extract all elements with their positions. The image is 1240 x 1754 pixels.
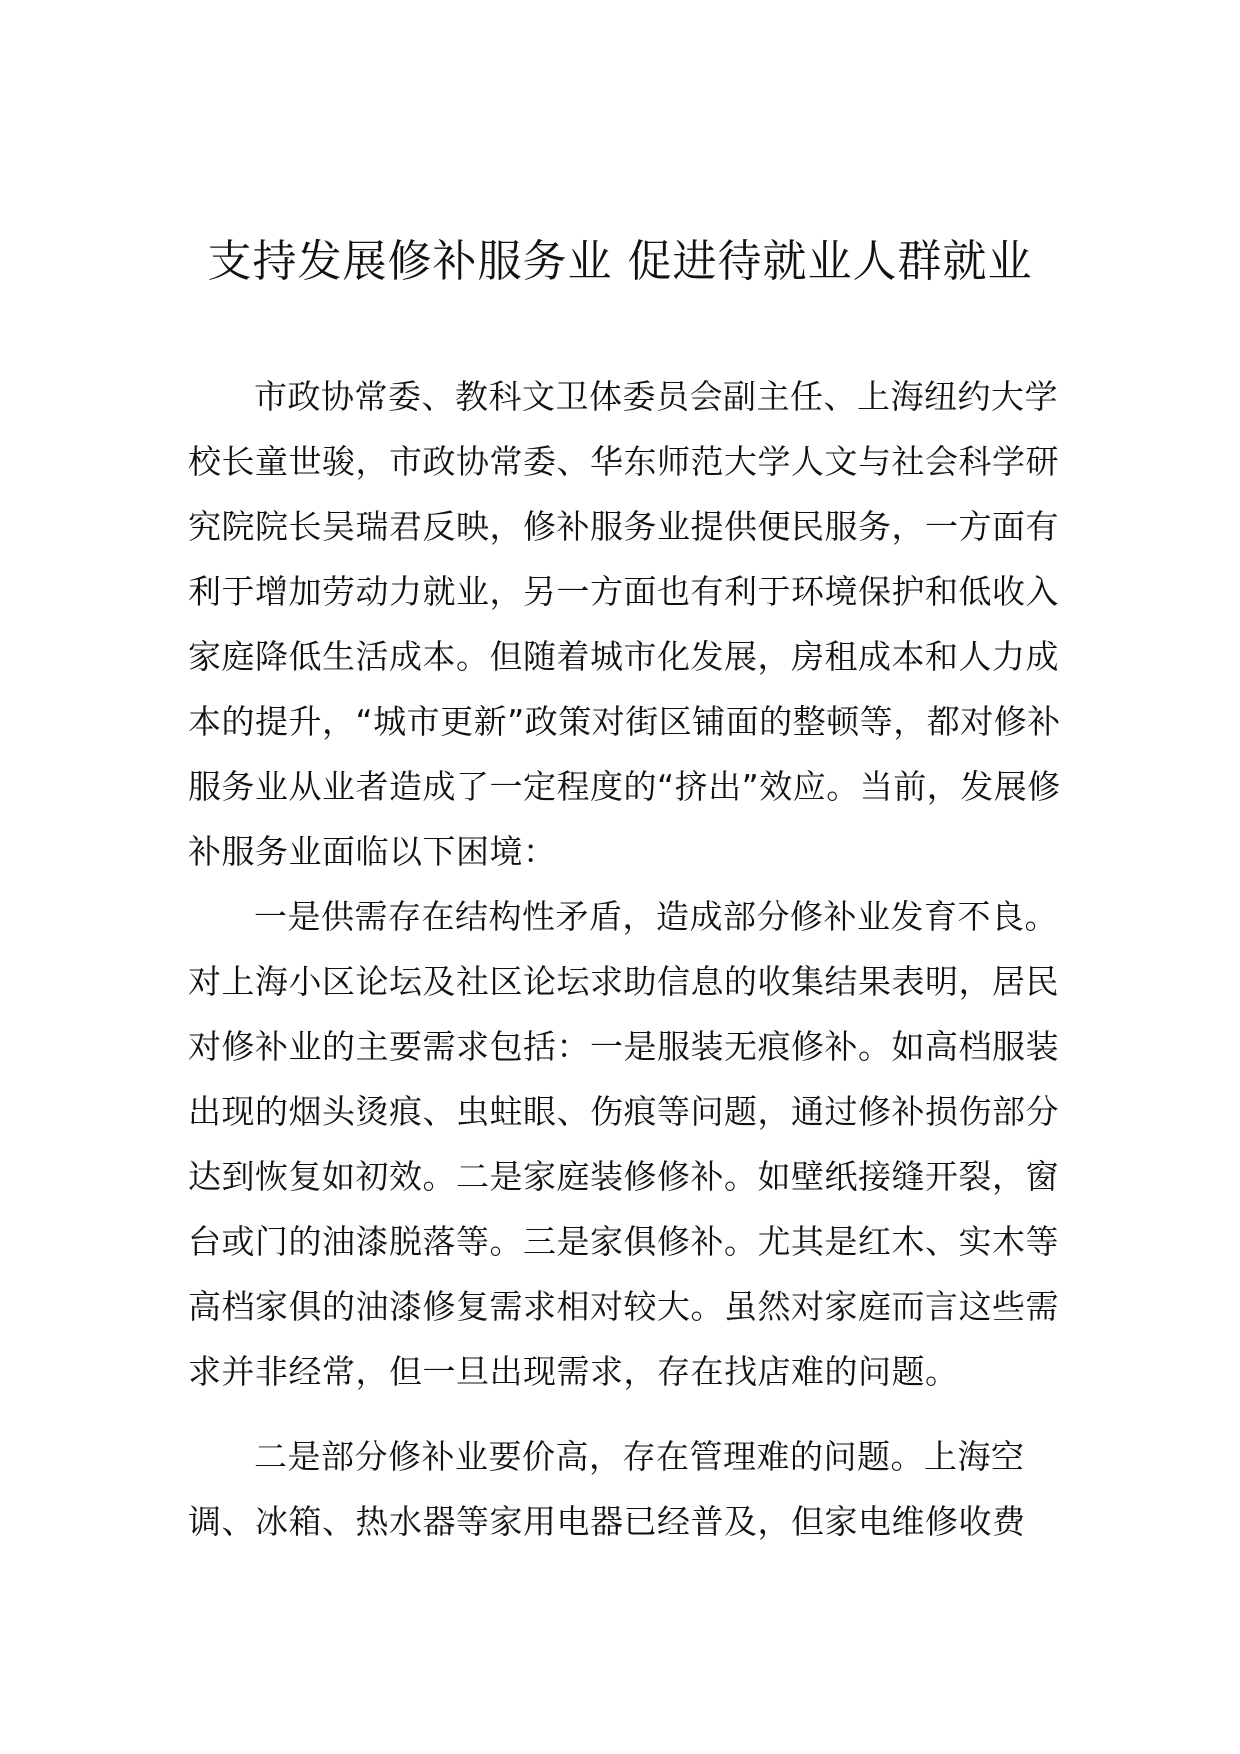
paragraph-supply-demand: 一是供需存在结构性矛盾，造成部分修补业发育不良。对上海小区论坛及社区论坛求助信息的收集结果表明，居民对修补业的主要需求包括：一是服装无痕修补。如高档服装出现的烟头烫痕、虫蛀眼、伤痕等问题，通过修补损伤部分达到恢复如初效。二是家庭装修修补。如壁纸接缝开裂，窗台或门的油漆脱落等。三是家俱修补。尤其是红木、实木等高档家俱的油漆修复需求相对较大。虽然对家庭而言这些需求并非经常，但一旦出现需求，存在找店难的问题。 xyxy=(188,897,1059,1391)
paragraph-overview: 市政协常委、教科文卫体委员会副主任、上海纽约大学校长童世骏，市政协常委、华东师范大学人文与社会科学研究院院长吴瑞君反映，修补服务业提供便民服务，一方面有利于增加劳动力就业，另一方面也有利于环境保护和低收入家庭降低生活成本。但随着城市化发展，房租成本和人力成本的提升，“城市更新”政策对街区铺面的整顿等，都对修补服务业从业者造成了一定程度的“挤出”效应。当前，发展修补服务业面临以下困境： xyxy=(188,377,1061,871)
document-body xyxy=(188,364,1068,1554)
paragraph-pricing: 二是部分修补业要价高，存在管理难的问题。上海空调、冰箱、热水器等家用电器已经普及，但家电维修收费 xyxy=(188,1437,1026,1541)
document-title: 支持发展修补服务业 促进待就业人群就业 xyxy=(207,236,1033,287)
